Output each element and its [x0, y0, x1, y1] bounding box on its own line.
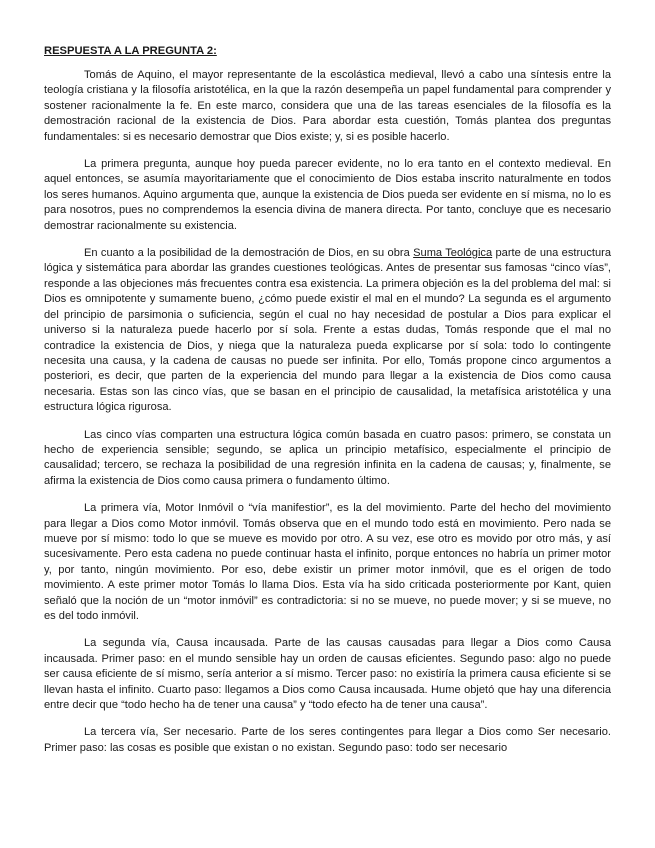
section-heading: RESPUESTA A LA PREGUNTA 2:: [44, 45, 217, 57]
paragraph-possibility: [44, 246, 611, 415]
paragraph-structure: Las cinco vías comparten una estructura lógica común basada en cuatro pasos: primero, se constata un hecho de experiencia sensible; segundo, se aplica un principio metafísico, especialmente el principio de causalidad; tercero, se rechaza la posibilidad de una regresión infinita en la cadena de causas; y, finalmente, se afirma la existencia de Dios como causa primera o fundamento último.: [44, 428, 611, 487]
book-title-link[interactable]: Suma Teológica: [413, 247, 493, 260]
paragraph-possibility-start: En cuanto a la posibilidad de la demostración de Dios, en su obra: [84, 247, 414, 260]
paragraph-first-question: La primera pregunta, aunque hoy pueda parecer evidente, no lo era tanto en el contexto medieval. En aquel entonces, se asumía mayoritariamente que el conocimiento de Dios estaba inscrito naturalmente en todos los seres humanos. Aquino argumenta que, aunque la existencia de Dios pueda ser evidente en sí misma, no lo es para nosotros, pues no comprendemos la esencia divina de manera directa. Por tanto, concluye que es necesario demostrar racionalmente su existencia.: [44, 158, 611, 232]
paragraph-first-way: La primera vía, Motor Inmóvil o “vía manifestior”, es la del movimiento. Parte del hecho del movimiento para llegar a Dios como Motor inmóvil. Tomás observa que en el mundo todo está en movimiento. Pero nada se mueve por sí mismo: todo lo que se mueve es movido por otro. A su vez, ese otro es movido por otro más, y así sucesivamente. Pero esta cadena no puede continuar hasta el infinito, porque entonces no habría un primer motor y, por tanto, ningún movimiento. Por eso, debe existir un primer motor inmóvil, que es el origen de todo movimiento. A este primer motor Tomás lo llama Dios. Esta vía ha sido criticada posteriormente por Kant, quien señaló que la noción de un “motor inmóvil” es contradictoria: si no se mueve, no puede mover; y si se mueve, no es del todo inmóvil.: [44, 502, 611, 622]
paragraph-second-way: La segunda vía, Causa incausada. Parte de las causas causadas para llegar a Dios como Causa incausada. Primer paso: en el mundo sensible hay un orden de causas eficientes. Segundo paso: algo no puede ser causa eficiente de sí mismo, sería anterior a sí mismo. Tercer paso: no existiría la primera causa eficiente si se llevan hasta el infinito. Cuarto paso: llegamos a Dios como Causa incausada. Hume objetó que hay una diferencia entre decir que “todo hecho ha de tener una causa” y “todo efecto ha de tener una causa”.: [44, 637, 611, 712]
paragraph-possibility-end: parte de una estructura lógica y sistemática para abordar las grandes cuestiones teológicas. Antes de presentar sus famosas “cinco vías”, responde a las objeciones más frecuentes contra esa existencia. La primera objeción es la del problema del mal: si Dios es omnipotente y sumamente bueno, ¿cómo puede existir el mal en el mundo? La segunda es el argumento del principio de parsimonia o suficiencia, según el cual no hay necesidad de postular a Dios para explicar el universo si la naturaleza puede hacerlo por sí sola. Frente a estas dudas, Tomás responde que el mal no contradice la existencia de Dios, y niega que la naturaleza pueda explicarse por sí sola: todo lo contingente necesita una causa, y la cadena de causas no puede ser infinita. Por ello, Tomás propone cinco argumentos a posteriori, es decir, que parten de la experiencia del mundo para llegar a la existencia de Dios como causa necesaria. Estas son las cinco vías, que se basan en el principio de causalidad, la metafísica aristotélica y una estructura lógica rigurosa.: [44, 247, 612, 414]
paragraph-third-way: La tercera vía, Ser necesario. Parte de los seres contingentes para llegar a Dios como Ser necesario. Primer paso: las cosas es posible que existan o no existan. Segundo paso: todo ser necesario: [44, 726, 611, 754]
paragraph-intro: Tomás de Aquino, el mayor representante de la escolástica medieval, llevó a cabo una síntesis entre la teología cristiana y la filosofía aristotélica, en la que la razón desempeña un papel fundamental para comprender y sostener racionalmente la fe. En este marco, considera que una de las tareas esenciales de la filosofía es la demostración racional de la existencia de Dios. Para abordar esta cuestión, Tomás plantea dos preguntas fundamentales: si es necesario demostrar que Dios existe; y, si es posible hacerlo.: [44, 69, 611, 143]
